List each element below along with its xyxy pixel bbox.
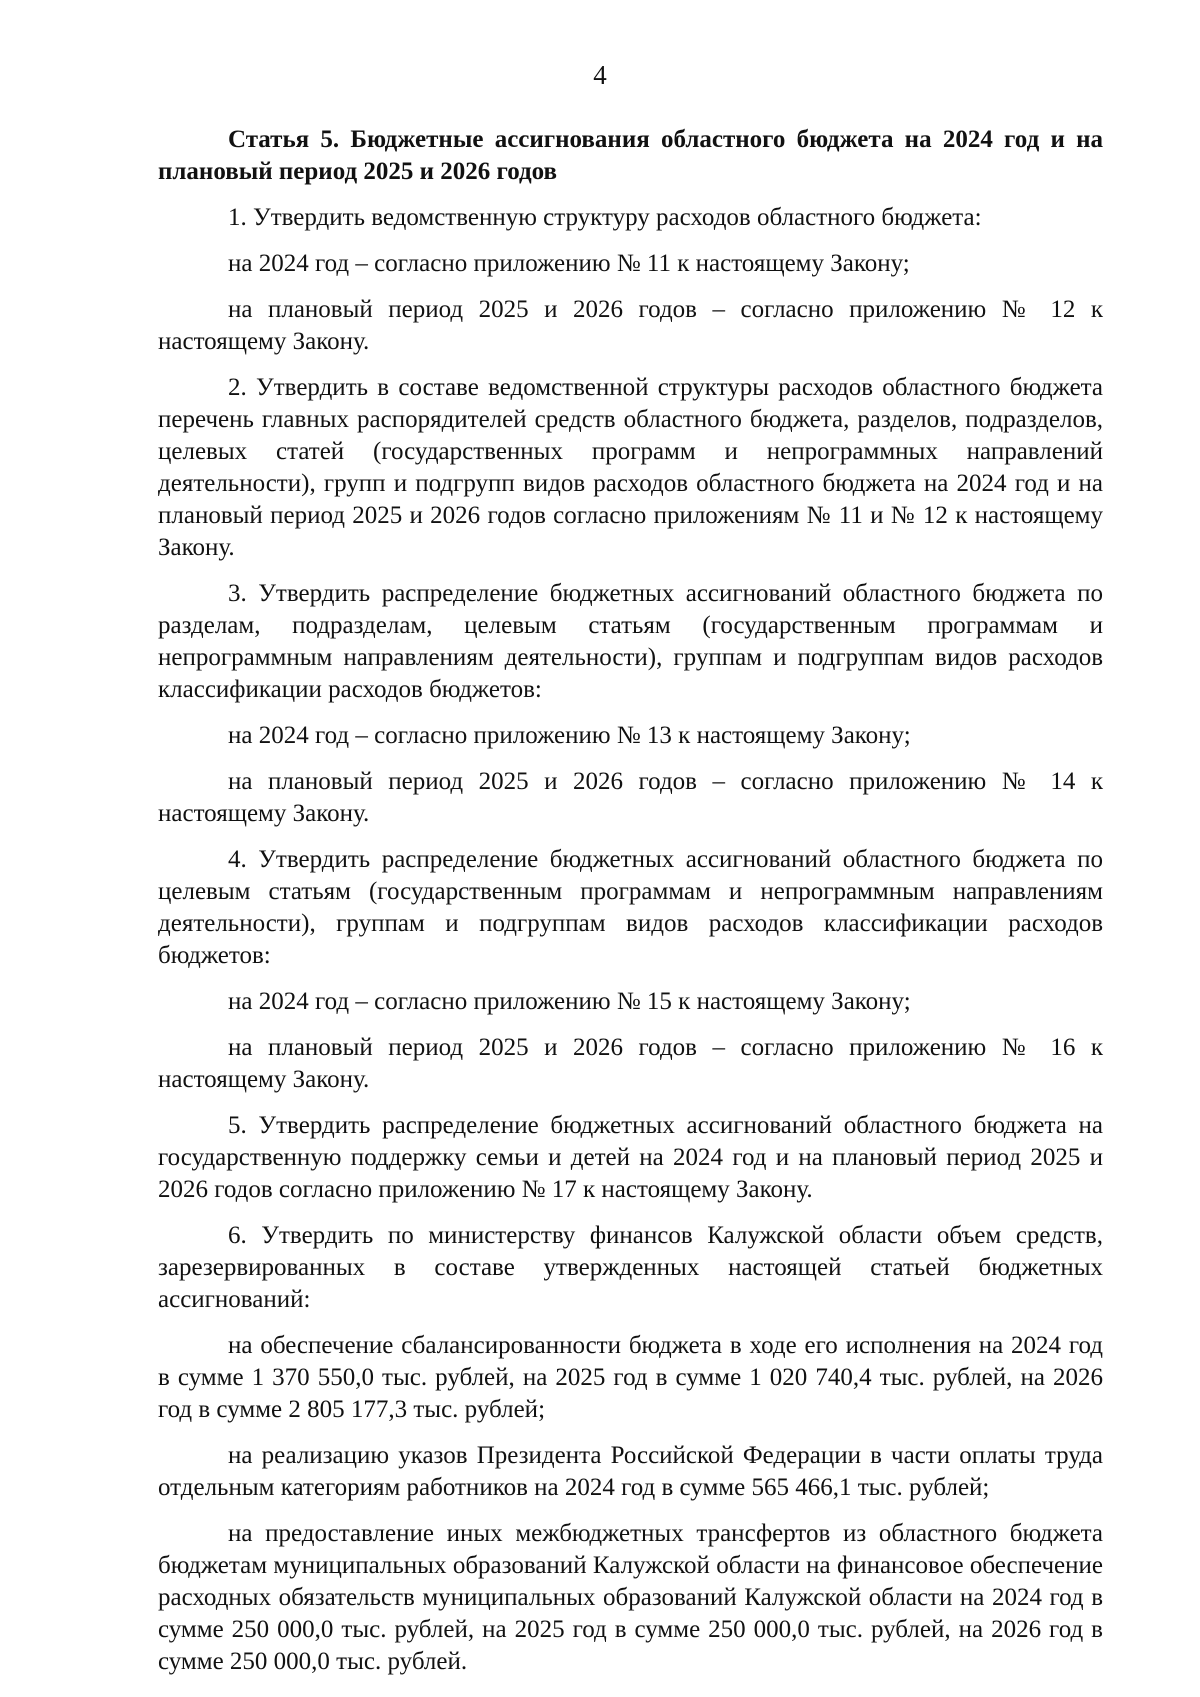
paragraph-5: 5. Утвердить распределение бюджетных ассигнований областного бюджета на государственную поддержку семьи и детей на 2024 год и на плановый период 2025 и 2026 годов согласно приложению № 17 к настоящему Закону. [158,1112,1103,1203]
paragraph-1: 1. Утвердить ведомственную структуру расходов областного бюджета: [228,204,982,231]
paragraph-1-item-plan: на плановый период 2025 и 2026 годов – согласно приложению № 12 к настоящему Закону. [158,296,1103,355]
paragraph-2: 2. Утвердить в составе ведомственной структуры расходов областного бюджета перечень главных распорядителей средств областного бюджета, разделов, подразделов, целевых статей (государственных программ и непрограммных направлений деятельности), групп и подгрупп видов расходов областного бюджета на 2024 год и на плановый период 2025 и 2026 годов согласно приложениям № 11 и № 12 к настоящему Закону. [158,374,1103,561]
paragraph-4-item-plan: на плановый период 2025 и 2026 годов – согласно приложению № 16 к настоящему Закону. [158,1034,1103,1093]
paragraph-6-item-transfers: на предоставление иных межбюджетных трансфертов из областного бюджета бюджетам муниципальных образований Калужской области на финансовое обеспечение расходных обязательств муниципальных образований Калужской области на 2024 год в сумме 250 000,0 тыс. рублей, на 2025 год в сумме 250 000,0 тыс. рублей, на 2026 год в сумме 250 000,0 тыс. рублей. [158,1520,1103,1675]
article-body [158,124,1103,1692]
paragraph-3-item-2024: на 2024 год – согласно приложению № 13 к настоящему Закону; [228,722,911,749]
paragraph-6: 6. Утвердить по министерству финансов Калужской области объем средств, зарезервированных в составе утвержденных настоящей статьей бюджетных ассигнований: [158,1222,1103,1313]
paragraph-4: 4. Утвердить распределение бюджетных ассигнований областного бюджета по целевым статьям (государственным программам и непрограммным направлениям деятельности), группам и подгруппам видов расходов классификации расходов бюджетов: [158,846,1103,969]
paragraph-4-item-2024: на 2024 год – согласно приложению № 15 к настоящему Закону; [228,988,911,1015]
paragraph-3-item-plan: на плановый период 2025 и 2026 годов – согласно приложению № 14 к настоящему Закону. [158,768,1103,827]
page-number: 4 [593,60,607,90]
paragraph-6-item-decrees: на реализацию указов Президента Российской Федерации в части оплаты труда отдельным категориям работников на 2024 год в сумме 565 466,1 тыс. рублей; [158,1442,1103,1501]
article-heading: Статья 5. Бюджетные ассигнования областного бюджета на 2024 год и на плановый период 2025 и 2026 годов [158,126,1103,185]
paragraph-3: 3. Утвердить распределение бюджетных ассигнований областного бюджета по разделам, подразделам, целевым статьям (государственным программам и непрограммным направлениям деятельности), группам и подгруппам видов расходов классификации расходов бюджетов: [158,580,1103,703]
paragraph-6-item-balance: на обеспечение сбалансированности бюджета в ходе его исполнения на 2024 год в сумме 1 370 550,0 тыс. рублей, на 2025 год в сумме 1 020 740,4 тыс. рублей, на 2026 год в сумме 2 805 177,3 тыс. рублей; [158,1332,1103,1423]
paragraph-1-item-2024: на 2024 год – согласно приложению № 11 к настоящему Закону; [228,250,910,277]
